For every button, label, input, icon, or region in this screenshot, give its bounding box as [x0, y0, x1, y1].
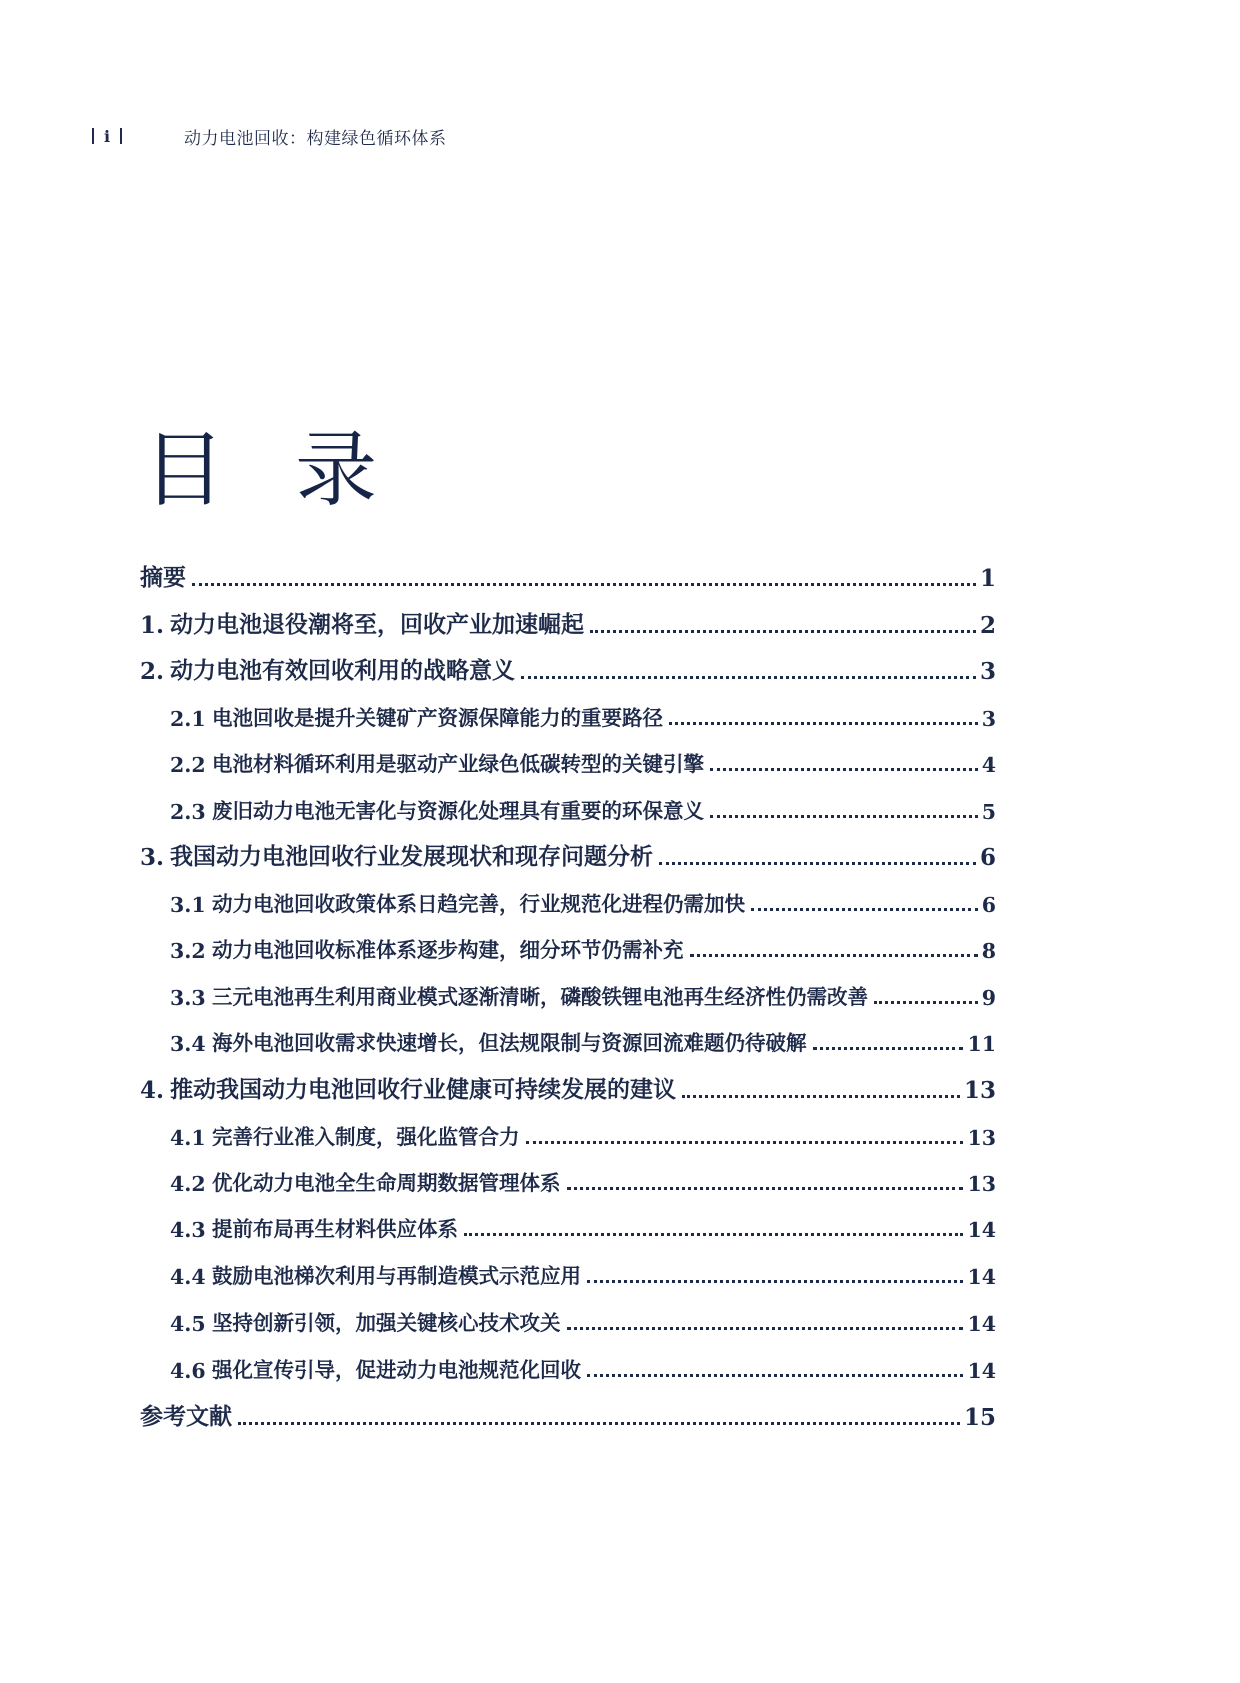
toc-entry[interactable]: [140, 1072, 996, 1104]
toc-entry-title: 参考文献: [140, 1404, 232, 1430]
toc-entry[interactable]: [140, 839, 996, 871]
toc-entry-page: 15: [963, 1404, 996, 1431]
dot-leader: [521, 676, 976, 679]
toc-entry-title: 推动我国动力电池回收行业健康可持续发展的建议: [170, 1077, 677, 1103]
toc-entry-title: 摘要: [140, 565, 186, 591]
running-header: [92, 124, 447, 148]
toc-entry-number: 3.4: [170, 1032, 206, 1056]
toc-entry-page: 9: [981, 986, 996, 1010]
toc-entry-page: 1: [979, 565, 996, 592]
toc-entry[interactable]: [140, 607, 996, 639]
dot-leader: [710, 815, 978, 818]
toc-entry-title: 废旧动力电池无害化与资源化处理具有重要的环保意义: [212, 799, 704, 823]
toc-entry-title: 提前布局再生材料供应体系: [212, 1217, 458, 1241]
toc-entry[interactable]: [170, 931, 996, 963]
toc-entry-title: 鼓励电池梯次利用与再制造模式示范应用: [212, 1264, 581, 1288]
dot-leader: [464, 1233, 963, 1236]
toc-entry-page: 13: [967, 1126, 996, 1150]
toc-entry[interactable]: [170, 745, 996, 777]
toc-entry[interactable]: [140, 1399, 996, 1431]
dot-leader: [659, 862, 976, 865]
toc-entry-number: 3.1: [170, 893, 206, 917]
toc-entry[interactable]: [140, 653, 996, 685]
toc-entry[interactable]: [170, 1024, 996, 1056]
dot-leader: [751, 908, 978, 911]
toc-entry-title: 动力电池退役潮将至，回收产业加速崛起: [170, 612, 585, 638]
dot-leader: [669, 722, 978, 725]
toc-entry-title: 海外电池回收需求快速增长，但法规限制与资源回流难题仍待破解: [212, 1031, 807, 1055]
toc-entry-title: 坚持创新引领，加强关键核心技术攻关: [212, 1311, 561, 1335]
dot-leader: [682, 1095, 960, 1098]
toc-entry[interactable]: [140, 560, 996, 592]
toc-entry-number: 4.1: [170, 1126, 206, 1150]
dot-leader: [567, 1187, 964, 1190]
toc-entry-title: 电池回收是提升关键矿产资源保障能力的重要路径: [212, 706, 663, 730]
dot-leader: [690, 954, 978, 957]
toc-entry-title: 三元电池再生利用商业模式逐渐清晰，磷酸铁锂电池再生经济性仍需改善: [212, 985, 868, 1009]
toc-entry-number: 1.: [140, 612, 165, 639]
toc-entry-page: 6: [979, 844, 996, 871]
toc-entry-title: 电池材料循环利用是驱动产业绿色低碳转型的关键引擎: [212, 752, 704, 776]
toc-entry-page: 11: [967, 1032, 996, 1056]
toc-entry[interactable]: [170, 699, 996, 731]
toc-entry-page: 6: [981, 893, 996, 917]
document-title: 动力电池回收：构建绿色循环体系: [184, 128, 447, 149]
toc-entry-title: 优化动力电池全生命周期数据管理体系: [212, 1171, 561, 1195]
toc-entry-page: 8: [981, 939, 996, 963]
toc-entry[interactable]: [170, 978, 996, 1010]
toc-entry-title: 强化宣传引导，促进动力电池规范化回收: [212, 1358, 581, 1382]
toc-entry-title: 动力电池有效回收利用的战略意义: [170, 658, 516, 684]
dot-leader: [587, 1374, 963, 1377]
toc-entry-page: 13: [963, 1077, 996, 1104]
toc-entry-page: 14: [967, 1312, 996, 1336]
toc-entry-page: 13: [967, 1172, 996, 1196]
toc-entry[interactable]: [170, 1164, 996, 1196]
toc-entry-page: 14: [967, 1265, 996, 1289]
divider-bar: [120, 128, 122, 144]
toc-entry-number: 4.6: [170, 1359, 206, 1383]
toc-entry-page: 5: [981, 800, 996, 824]
toc-entry-number: 3.3: [170, 986, 206, 1010]
toc-entry-page: 3: [981, 707, 996, 731]
toc-entry-page: 3: [979, 658, 996, 685]
toc-entry[interactable]: [170, 1118, 996, 1150]
dot-leader: [567, 1327, 964, 1330]
page-number: i: [104, 126, 111, 146]
toc-heading: 目 录: [143, 423, 400, 518]
toc-entry-number: 4.: [140, 1077, 165, 1104]
dot-leader: [874, 1001, 978, 1004]
toc-entry-number: 3.2: [170, 939, 206, 963]
toc-entry-number: 2.: [140, 658, 165, 685]
toc-entry-title: 我国动力电池回收行业发展现状和现存问题分析: [170, 844, 654, 870]
dot-leader: [238, 1422, 960, 1425]
page-marker: [92, 127, 148, 146]
toc-entry[interactable]: [170, 1304, 996, 1336]
dot-leader: [813, 1047, 964, 1050]
toc-entry-title: 完善行业准入制度，强化监管合力: [212, 1125, 520, 1149]
dot-leader: [710, 768, 978, 771]
dot-leader: [587, 1280, 963, 1283]
toc-entry-page: 14: [967, 1359, 996, 1383]
toc-entry[interactable]: [170, 885, 996, 917]
dot-leader: [192, 583, 976, 586]
toc-entry[interactable]: [170, 1351, 996, 1383]
toc-entry[interactable]: [170, 1210, 996, 1242]
toc-entry-page: 4: [981, 753, 996, 777]
toc-entry-number: 3.: [140, 844, 165, 871]
toc-entry-number: 4.3: [170, 1218, 206, 1242]
toc-entry-title: 动力电池回收政策体系日趋完善，行业规范化进程仍需加快: [212, 892, 745, 916]
dot-leader: [526, 1141, 964, 1144]
toc-entry-page: 2: [979, 612, 996, 639]
toc-entry-number: 2.2: [170, 753, 206, 777]
dot-leader: [590, 630, 976, 633]
toc-entry[interactable]: [170, 1257, 996, 1289]
toc-entry[interactable]: [170, 792, 996, 824]
toc-entry-number: 4.2: [170, 1172, 206, 1196]
toc-entry-page: 14: [967, 1218, 996, 1242]
toc-entry-number: 4.4: [170, 1265, 206, 1289]
toc-entry-title: 动力电池回收标准体系逐步构建，细分环节仍需补充: [212, 938, 684, 962]
divider-bar: [92, 128, 94, 144]
toc-entry-number: 2.1: [170, 707, 206, 731]
toc-entry-number: 2.3: [170, 800, 206, 824]
toc-entry-number: 4.5: [170, 1312, 206, 1336]
